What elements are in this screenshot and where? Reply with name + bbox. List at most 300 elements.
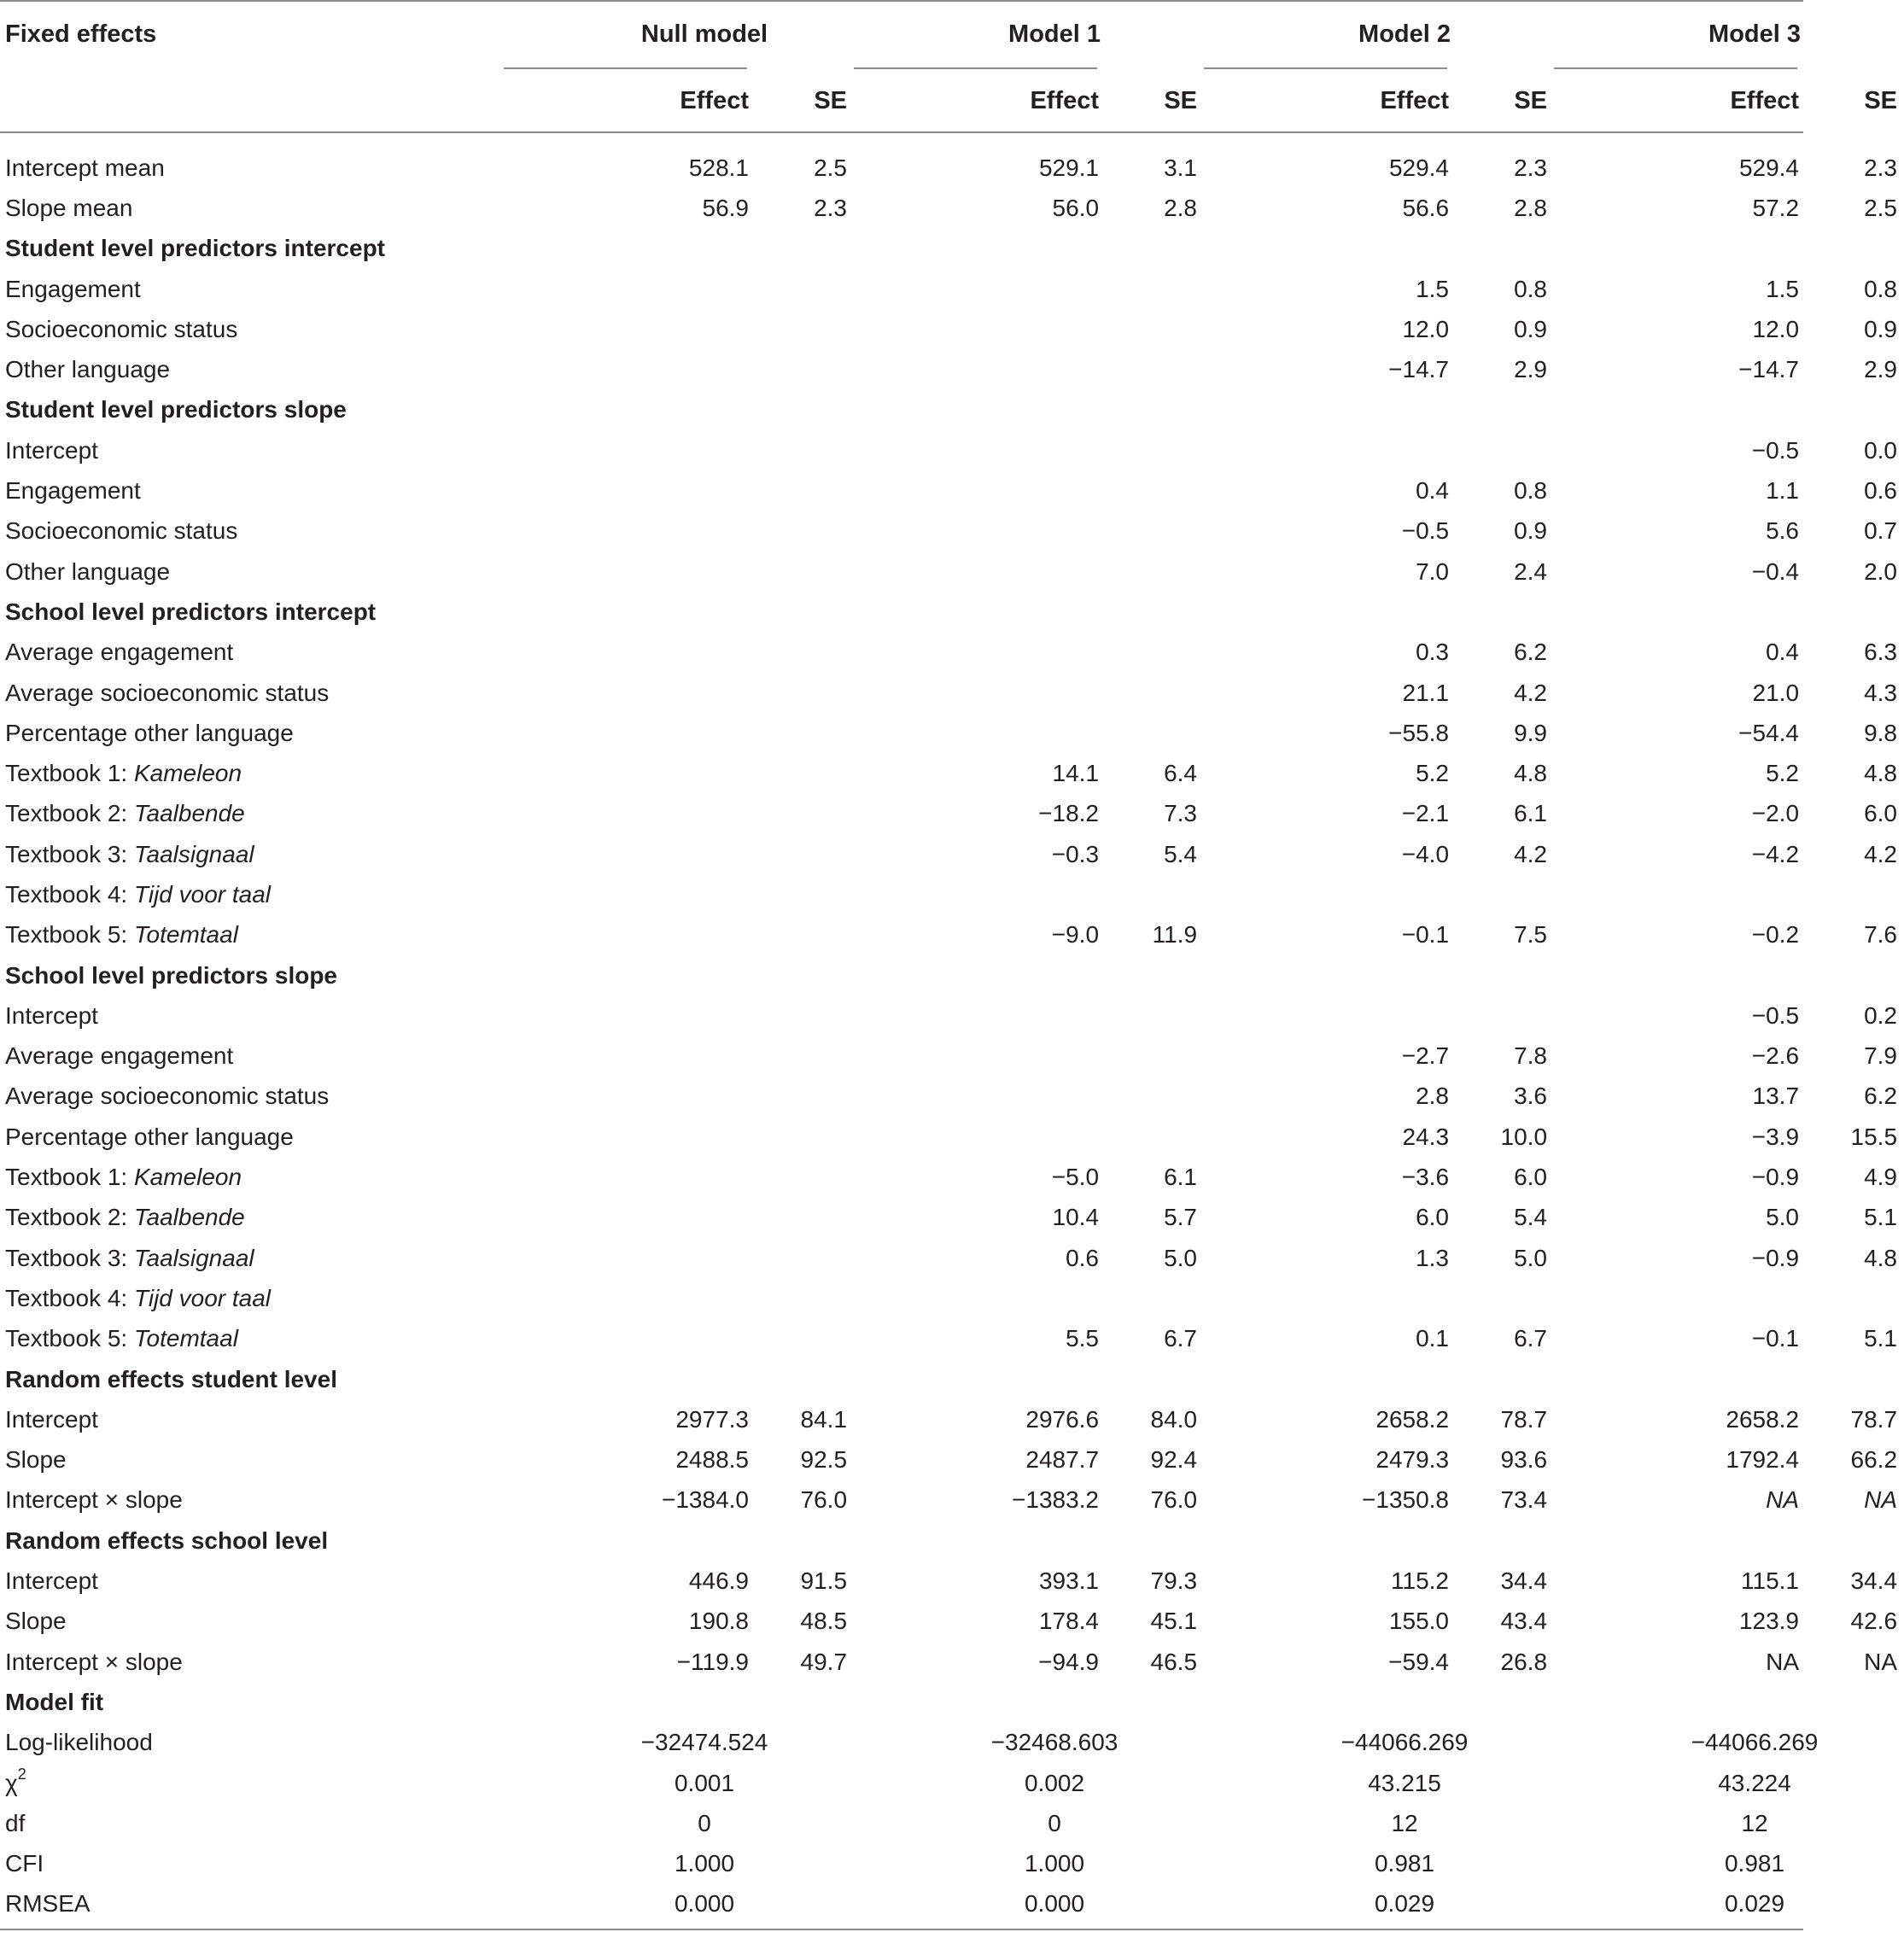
table-row [0, 1763, 1904, 1803]
row-label [0, 1198, 504, 1238]
model-3-se-cell: 0.2 [1864, 1001, 1898, 1029]
model-1-effect-cell: −5.0 [1051, 1164, 1100, 1191]
null-model-effect-cell [504, 834, 756, 874]
model-3-effect-cell [1554, 1278, 1806, 1318]
model-3-effect-cell: 115.1 [1741, 1567, 1800, 1595]
null-model-se-cell [756, 1157, 854, 1197]
model-1-effect-cell: −0.3 [1051, 840, 1100, 867]
row-label-text: Engagement [5, 477, 141, 505]
model-3-se-cell: 6.3 [1864, 639, 1898, 666]
null-model-effect-cell [504, 915, 756, 955]
model-1-effect-cell: 5.5 [1066, 1325, 1100, 1352]
table-row [0, 309, 1904, 349]
model-3-effect-cell: 57.2 [1752, 194, 1800, 221]
row-label-text: Textbook 4: [5, 880, 134, 908]
model-3-se-cell: 78.7 [1850, 1405, 1898, 1433]
model-3-effect-cell: 5.2 [1766, 760, 1800, 787]
row-label [0, 188, 504, 228]
null-model-se-cell: 2.5 [814, 154, 848, 181]
row-label-text: Student level predictors intercept [5, 235, 385, 262]
table-row [0, 834, 1904, 874]
model-2-effect-cell: −2.1 [1401, 800, 1450, 827]
row-label-text: Intercept × slope [5, 1648, 183, 1675]
model-3-effect-cell: 5.6 [1766, 517, 1800, 545]
null-model-effect-heading: Effect [680, 86, 749, 114]
model-3-effect-cell: −0.1 [1751, 1325, 1800, 1352]
null-model-effect-cell [504, 430, 756, 470]
model-2-se-cell: 78.7 [1500, 1405, 1548, 1433]
row-label [0, 269, 504, 309]
model-3-effect-cell: 5.0 [1766, 1204, 1800, 1231]
model-2-effect-cell: 56.6 [1402, 194, 1450, 221]
row-label-text: Socioeconomic status [5, 315, 238, 342]
row-label-text: Intercept [5, 1001, 98, 1029]
row-label-text: Textbook 2: [5, 800, 134, 827]
model-1-effect-cell [854, 874, 1106, 914]
model-2-effect-cell: −59.4 [1388, 1648, 1450, 1675]
null-model-se-cell: 92.5 [800, 1446, 848, 1474]
null-model-effect-cell: −119.9 [676, 1648, 749, 1675]
model-3-effect-cell: 13.7 [1752, 1083, 1800, 1110]
model-3-effect-cell: −54.4 [1738, 719, 1800, 746]
null-model-fit-value: −32474.524 [640, 1729, 768, 1756]
model-1-effect-cell [854, 995, 1106, 1036]
model-2-effect-cell: 24.3 [1402, 1123, 1450, 1150]
model-1-se-heading: SE [1164, 86, 1198, 114]
model-1-se-cell: 11.9 [1152, 921, 1198, 949]
model-2-effect-cell: 21.1 [1402, 679, 1450, 706]
model-3-effect-cell: −2.0 [1751, 800, 1800, 827]
model-2-se-cell: 9.9 [1514, 719, 1548, 746]
model-1-se-cell: 2.8 [1164, 194, 1198, 221]
row-label-text: Random effects student level [5, 1365, 337, 1392]
model-3-effect-cell: −14.7 [1738, 356, 1800, 383]
null-model-se-cell [756, 753, 854, 793]
null-model-se-cell: 48.5 [800, 1608, 848, 1635]
row-label-text: Intercept mean [5, 154, 165, 181]
null-model-effect-cell [504, 874, 756, 914]
row-label-text: Random effects school level [5, 1526, 329, 1554]
row-label [0, 1642, 504, 1682]
model-1-effect-cell [854, 511, 1106, 552]
null-model-se-cell [756, 834, 854, 874]
model-3-effect-cell: −0.4 [1751, 557, 1800, 585]
table-row [0, 1399, 1904, 1439]
model-2-effect-cell [1204, 874, 1456, 914]
model-1-effect-cell: −1383.2 [1012, 1486, 1100, 1514]
null-model-effect-cell [504, 1319, 756, 1359]
model-1-effect-cell: 529.1 [1038, 154, 1100, 181]
null-model-se-cell [756, 1117, 854, 1157]
section-heading [0, 1682, 504, 1722]
table-row [0, 633, 1904, 673]
row-label [0, 1803, 504, 1843]
model-1-effect-cell: 0.6 [1066, 1244, 1100, 1271]
model-2-effect-cell: 0.3 [1416, 639, 1450, 666]
table-row [0, 1884, 1904, 1924]
section-row [0, 955, 1904, 995]
model-3-se-cell [1806, 874, 1904, 914]
table-header [0, 0, 1904, 148]
header-spacer [0, 133, 1904, 148]
model-2-effect-cell: −14.7 [1388, 356, 1450, 383]
model-2-se-cell: 0.8 [1514, 477, 1548, 505]
row-label [0, 430, 504, 470]
model-3-fit-value: −44066.269 [1691, 1729, 1819, 1756]
model-3-se-cell: 0.9 [1864, 315, 1898, 342]
row-label-text: Other language [5, 356, 171, 383]
model-1-se-cell: 5.0 [1164, 1244, 1198, 1271]
row-label [0, 1440, 504, 1480]
table-row [0, 1198, 1904, 1238]
model-1-fit-value: 1.000 [1024, 1850, 1085, 1877]
table-row [0, 874, 1904, 914]
section-row [0, 1359, 1904, 1399]
model-1-se-cell: 46.5 [1150, 1648, 1198, 1675]
table-row [0, 1278, 1904, 1318]
model-2-effect-cell: −2.7 [1401, 1042, 1450, 1070]
section-blank [504, 1359, 1904, 1399]
model-2-se-cell: 6.1 [1514, 800, 1548, 827]
textbook-name: Totemtaal [133, 921, 238, 949]
null-model-effect-cell [504, 470, 756, 511]
row-label [0, 915, 504, 955]
model-1-effect-cell: 2487.7 [1025, 1446, 1100, 1474]
null-model-underline [504, 67, 747, 69]
row-label [0, 1117, 504, 1157]
null-model-effect-cell [504, 633, 756, 673]
null-model-se-cell: 91.5 [800, 1567, 848, 1595]
null-model-fit-value: 0 [698, 1809, 711, 1836]
null-model-fit-value: 0.001 [674, 1769, 735, 1796]
fixed-effects-heading: Fixed effects [5, 20, 157, 48]
table-row [0, 1319, 1904, 1359]
row-label [0, 1561, 504, 1601]
table-row [0, 1723, 1904, 1763]
model-2-effect-cell: 1.5 [1416, 275, 1450, 302]
row-label-text: School level predictors intercept [5, 598, 377, 625]
table-row [0, 511, 1904, 552]
textbook-name: Taalsignaal [133, 840, 254, 867]
model-3-effect-cell [1554, 874, 1806, 914]
model-3-se-cell: 0.0 [1864, 436, 1898, 464]
model-2-effect-cell: −0.5 [1401, 517, 1450, 545]
model-2-effect-cell [1204, 430, 1456, 470]
section-blank [504, 592, 1904, 632]
model-2-effect-cell: 1.3 [1416, 1244, 1450, 1271]
model-2-effect-cell: 2.8 [1416, 1083, 1450, 1110]
model-2-fit-value: 43.215 [1368, 1769, 1441, 1796]
row-label [0, 1238, 504, 1278]
model-3-se-cell: 2.5 [1864, 194, 1898, 221]
null-model-effect-cell: 446.9 [688, 1567, 749, 1595]
row-label [0, 1278, 504, 1318]
row-label-text: Other language [5, 557, 171, 585]
model-3-effect-cell: 0.4 [1766, 639, 1800, 666]
null-model-se-cell [756, 511, 854, 552]
model-1-se-cell: 3.1 [1164, 154, 1198, 181]
table-row [0, 552, 1904, 592]
model-2-effect-cell [1204, 1278, 1456, 1318]
model-2-fit-value: 0.981 [1374, 1850, 1435, 1877]
model-2-underline [1204, 67, 1447, 69]
model-3-se-cell: 4.8 [1864, 1244, 1898, 1271]
null-model-se-cell [756, 269, 854, 309]
null-model-effect-cell [504, 349, 756, 389]
table-row [0, 673, 1904, 713]
null-model-se-cell [756, 1238, 854, 1278]
model-3-se-cell: 2.0 [1864, 557, 1898, 585]
section-blank [504, 229, 1904, 269]
model-3-effect-cell: −0.2 [1751, 921, 1800, 949]
model-2-se-cell: 7.5 [1514, 921, 1548, 949]
row-label [0, 511, 504, 552]
model-1-fit-value: 0.000 [1024, 1890, 1085, 1918]
model-2-se-cell: 2.8 [1514, 194, 1548, 221]
table-row [0, 148, 1904, 188]
null-model-se-cell [756, 874, 854, 914]
header-blank [0, 68, 504, 133]
model-3-se-cell: 2.3 [1864, 154, 1898, 181]
row-label [0, 794, 504, 834]
row-label [0, 995, 504, 1036]
null-model-effect-cell [504, 269, 756, 309]
model-3-fit-value: 12 [1741, 1809, 1768, 1836]
model-1-se-cell [1106, 1117, 1204, 1157]
null-model-se-cell [756, 349, 854, 389]
model-1-underline [854, 67, 1097, 69]
row-label-text: Textbook 5: [5, 921, 134, 949]
row-label [0, 713, 504, 753]
model-3-se-cell: 6.0 [1864, 800, 1898, 827]
model-2-effect-cell: 5.2 [1416, 760, 1450, 787]
null-model-se-heading: SE [814, 86, 848, 114]
model-3-effect-cell: 2658.2 [1726, 1405, 1800, 1433]
model-1-effect-cell [854, 673, 1106, 713]
model-1-effect-cell [854, 1077, 1106, 1117]
table-row [0, 1036, 1904, 1077]
model-3-fit-value: 0.029 [1724, 1890, 1785, 1918]
model-2-se-cell: 6.7 [1514, 1325, 1548, 1352]
null-model-effect-cell [504, 713, 756, 753]
null-model-se-cell [756, 915, 854, 955]
superscript: 2 [17, 1765, 26, 1783]
section-blank [504, 1521, 1904, 1561]
row-label-text: School level predictors slope [5, 961, 338, 989]
row-label [0, 1077, 504, 1117]
row-label [0, 1763, 504, 1803]
section-heading [0, 390, 504, 430]
model-1-effect-cell: 393.1 [1038, 1567, 1100, 1595]
model-2-effect-cell: 7.0 [1416, 557, 1450, 585]
model-1-se-cell: 6.1 [1164, 1164, 1198, 1191]
model-3-effect-cell: NA [1766, 1486, 1800, 1514]
model-3-effect-cell: 529.4 [1738, 154, 1800, 181]
model-1-se-cell: 5.7 [1164, 1204, 1198, 1231]
model-2-se-cell: 0.8 [1514, 275, 1548, 302]
model-3-se-cell: 4.3 [1864, 679, 1898, 706]
table-row [0, 1642, 1904, 1682]
model-1-effect-cell [854, 470, 1106, 511]
model-1-effect-cell [854, 309, 1106, 349]
model-3-fit-value: 0.981 [1724, 1850, 1785, 1877]
section-row [0, 592, 1904, 632]
model-1-se-cell [1106, 1077, 1204, 1117]
textbook-name: Taalbende [133, 1204, 245, 1231]
model-3-effect-heading: Effect [1730, 86, 1800, 114]
model-3-effect-cell: 123.9 [1738, 1608, 1800, 1635]
model-1-se-cell [1106, 673, 1204, 713]
model-3-se-cell: 0.7 [1864, 517, 1898, 545]
row-label-text: Textbook 2: [5, 1204, 134, 1231]
model-3-se-heading: SE [1864, 86, 1898, 114]
section-heading [0, 229, 504, 269]
null-model-se-cell [756, 1319, 854, 1359]
model-1-effect-cell [854, 349, 1106, 389]
textbook-name: Totemtaal [133, 1325, 238, 1352]
model-3-se-cell: NA [1864, 1648, 1898, 1675]
model-2-effect-cell: 12.0 [1402, 315, 1450, 342]
row-label-text: Slope [5, 1608, 67, 1635]
row-label-text: Average socioeconomic status [5, 1083, 330, 1110]
row-label-text: Intercept [5, 436, 98, 464]
model-3-se-cell: 42.6 [1850, 1608, 1898, 1635]
null-model-effect-cell [504, 1036, 756, 1077]
section-blank [504, 955, 1904, 995]
textbook-name: Tijd voor taal [133, 880, 272, 908]
model-2-se-cell [1456, 995, 1554, 1036]
null-model-effect-cell [504, 552, 756, 592]
model-3-heading: Model 3 [1708, 20, 1801, 48]
row-label [0, 309, 504, 349]
model-1-se-cell [1106, 309, 1204, 349]
model-1-effect-cell: 2976.6 [1025, 1405, 1100, 1433]
table-row [0, 188, 1904, 228]
model-2-effect-cell: 0.4 [1416, 477, 1450, 505]
row-label [0, 1399, 504, 1439]
null-model-se-cell [756, 1036, 854, 1077]
model-1-fit-value: −32468.603 [990, 1729, 1118, 1756]
model-2-se-cell: 0.9 [1514, 315, 1548, 342]
row-label [0, 1157, 504, 1197]
null-model-fit-value: 0.000 [674, 1890, 735, 1918]
null-model-se-cell [756, 552, 854, 592]
section-heading [0, 955, 504, 995]
null-model-effect-cell [504, 995, 756, 1036]
table-row [0, 1440, 1904, 1480]
table-row [0, 1843, 1904, 1883]
row-label-text: Average socioeconomic status [5, 679, 330, 706]
null-model-se-cell: 2.3 [814, 194, 848, 221]
model-1-se-cell [1106, 713, 1204, 753]
model-1-se-cell [1106, 633, 1204, 673]
row-label [0, 1723, 504, 1763]
null-model-effect-cell [504, 1157, 756, 1197]
model-2-effect-cell: 0.1 [1416, 1325, 1450, 1352]
model-2-se-cell: 10.0 [1500, 1123, 1548, 1150]
null-model-se-cell [756, 1278, 854, 1318]
row-label [0, 1036, 504, 1077]
model-3-se-cell: 5.1 [1864, 1204, 1898, 1231]
model-1-effect-cell [854, 633, 1106, 673]
table-row [0, 349, 1904, 389]
model-3-se-cell [1806, 1278, 1904, 1318]
table-bottom-rule [0, 1929, 1803, 1930]
model-3-se-cell: 4.9 [1864, 1164, 1898, 1191]
model-2-se-cell: 5.4 [1514, 1204, 1548, 1231]
textbook-name: Taalbende [133, 800, 245, 827]
row-label-text: Percentage other language [5, 1123, 294, 1150]
table-row [0, 1803, 1904, 1843]
model-2-effect-cell: 155.0 [1388, 1608, 1450, 1635]
row-label-text: Intercept [5, 1567, 98, 1595]
model-3-effect-cell: NA [1766, 1648, 1800, 1675]
model-2-effect-cell [1204, 995, 1456, 1036]
row-label-text: Textbook 4: [5, 1284, 134, 1311]
null-model-se-cell: 49.7 [800, 1648, 848, 1675]
null-model-se-cell [756, 673, 854, 713]
table-row [0, 713, 1904, 753]
table-row [0, 794, 1904, 834]
row-label-text: Slope [5, 1446, 67, 1474]
model-1-se-cell [1106, 995, 1204, 1036]
textbook-name: Taalsignaal [133, 1244, 254, 1271]
model-3-se-cell: 15.5 [1850, 1123, 1898, 1150]
row-label-text: Textbook 3: [5, 840, 134, 867]
model-1-effect-cell [854, 552, 1106, 592]
row-label-text: Engagement [5, 275, 141, 302]
model-2-effect-cell: 2479.3 [1375, 1446, 1450, 1474]
model-1-effect-cell: −94.9 [1038, 1648, 1100, 1675]
null-model-se-cell [756, 995, 854, 1036]
null-model-heading: Null model [640, 20, 768, 48]
null-model-se-cell [756, 633, 854, 673]
null-model-se-cell [756, 1077, 854, 1117]
row-label-text: Slope mean [5, 194, 133, 221]
model-1-se-cell: 5.4 [1164, 840, 1198, 867]
row-label [0, 1884, 504, 1924]
model-3-effect-cell: 1.5 [1766, 275, 1800, 302]
model-3-se-cell: 0.8 [1864, 275, 1898, 302]
model-1-effect-cell [854, 1278, 1106, 1318]
row-label [0, 874, 504, 914]
row-label [0, 1602, 504, 1642]
model-2-effect-cell: −4.0 [1401, 840, 1450, 867]
null-model-effect-cell [504, 1238, 756, 1278]
row-label [0, 552, 504, 592]
row-label-text: Intercept [5, 1405, 98, 1433]
model-2-heading: Model 2 [1358, 20, 1451, 48]
section-row [0, 229, 1904, 269]
model-1-se-cell: 7.3 [1164, 800, 1198, 827]
model-1-se-cell [1106, 1036, 1204, 1077]
table-row [0, 753, 1904, 793]
model-3-se-cell: 0.6 [1864, 477, 1898, 505]
null-model-effect-cell: 528.1 [688, 154, 749, 181]
row-label [0, 633, 504, 673]
section-heading [0, 1521, 504, 1561]
model-2-se-cell: 5.0 [1514, 1244, 1548, 1271]
model-1-se-cell: 79.3 [1150, 1567, 1198, 1595]
table-row [0, 269, 1904, 309]
null-model-se-cell: 84.1 [800, 1405, 848, 1433]
model-1-se-cell: 76.0 [1150, 1486, 1198, 1514]
model-2-se-cell [1456, 1278, 1554, 1318]
model-2-se-cell: 34.4 [1500, 1567, 1548, 1595]
null-model-se-cell [756, 309, 854, 349]
model-3-effect-cell: −0.5 [1751, 1001, 1800, 1029]
model-1-se-cell [1106, 511, 1204, 552]
